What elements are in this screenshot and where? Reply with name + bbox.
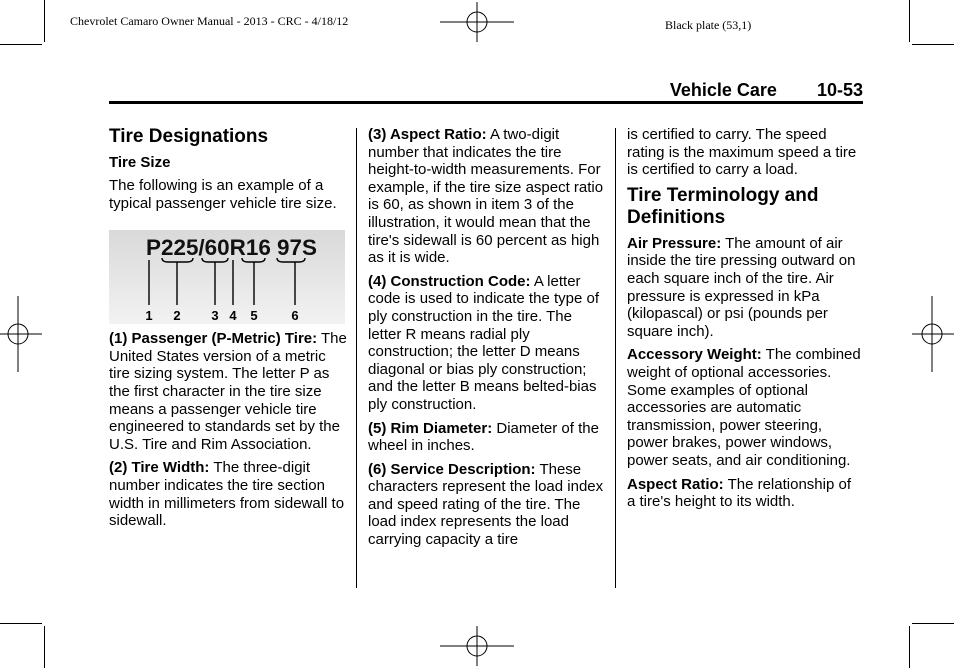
definition-term: (5) Rim Diameter: — [368, 419, 493, 437]
definition-term: Accessory Weight: — [627, 346, 762, 364]
definition-text: These characters represent the load index and speed rating of the tire. The load index represents the load carrying capacity a tire — [368, 460, 604, 549]
definition-item — [368, 420, 608, 455]
subheading: Tire Size — [109, 154, 171, 171]
definition-item — [368, 273, 608, 414]
definition-term: (3) Aspect Ratio: — [368, 126, 487, 143]
plate-info: Chevrolet Camaro Owner Manual - 2013 - CRC - 4/18/12 — [70, 14, 349, 28]
column-1 — [109, 126, 347, 536]
definition-item — [368, 461, 608, 549]
registration-mark-top — [440, 2, 514, 42]
definition-term: Aspect Ratio: — [627, 475, 724, 493]
definition-text: The amount of air inside the tire pressing outward on each square inch of the tire. Air pressure is expressed in kPa (kilopascal) or psi (pounds per square inch). — [627, 234, 856, 340]
crop-mark — [909, 0, 910, 42]
definition-term: (4) Construction Code: — [368, 272, 531, 290]
tire-size-illustration — [109, 230, 345, 324]
crop-mark — [0, 44, 42, 45]
registration-mark-right — [912, 296, 954, 372]
tire-size-diagram — [109, 230, 345, 324]
definition-item — [368, 126, 608, 267]
definition-text: A letter code is used to indicate the type of ply construction in the tire. The letter R means radial ply construction; the letter D means diagonal or bias ply construction; and the letter B means belted-bias ply construction. — [368, 272, 599, 413]
callout-3: 3 — [211, 308, 219, 324]
crop-mark — [44, 0, 45, 42]
column-2 — [368, 126, 608, 555]
crop-mark — [912, 623, 954, 624]
definition-item — [627, 476, 863, 511]
registration-mark-bottom — [440, 626, 514, 666]
definition-text: A two-digit number that indicates the tire height-to-width measurements. For example, if the tire size aspect ratio is 60, as shown in item 3 of the illustration, it would mean that the tire's sidewall is 60 percent as high as it is wide. — [368, 126, 604, 267]
section-title: Tire Designations — [109, 126, 269, 147]
plate-color: Black plate (53,1) — [665, 18, 752, 32]
column-3 — [627, 126, 863, 517]
column-divider — [356, 128, 357, 588]
definition-item — [109, 459, 347, 529]
registration-mark-left — [0, 296, 42, 372]
definition-term: (1) Passenger (P-Metric) Tire: — [109, 330, 318, 348]
tire-code: P225/60R16 97S — [146, 235, 317, 261]
definition-text: The relationship of a tire's height to its width. — [627, 475, 851, 511]
definition-term: (2) Tire Width: — [109, 459, 210, 477]
definition-term: Air Pressure: — [627, 234, 722, 252]
definition-text: The United States version of a metric tire sizing system. The letter P as the first character in the tire size means a passenger vehicle tire engineered to standards set by the U.S. Tire and Rim Association. — [109, 330, 347, 453]
section-name: Vehicle Care — [669, 80, 777, 100]
callout-4: 4 — [229, 308, 237, 324]
crop-mark — [0, 623, 42, 624]
crop-mark — [912, 44, 954, 45]
section-title: Tire Terminology and Definitions — [627, 184, 819, 228]
crop-mark — [44, 626, 45, 668]
callout-2: 2 — [173, 308, 181, 324]
header-rule — [109, 101, 863, 104]
callout-5: 5 — [250, 308, 258, 324]
column-divider — [615, 128, 616, 588]
crop-mark — [909, 626, 910, 668]
continued-paragraph: is certified to carry. The speed rating is the maximum speed a tire is certified to carry a load. — [627, 126, 857, 179]
running-head — [600, 80, 863, 101]
definition-term: (6) Service Description: — [368, 460, 536, 478]
callout-1: 1 — [145, 308, 153, 324]
definition-text: The combined weight of optional accessories. Some examples of optional accessories are automatic transmission, power steering, power brakes, power windows, power seats, and air conditioning. — [627, 346, 861, 469]
definition-item — [109, 330, 347, 453]
definition-item — [627, 235, 863, 341]
callout-6: 6 — [291, 308, 299, 324]
intro-paragraph: The following is an example of a typical passenger vehicle tire size. — [109, 177, 337, 212]
definition-item — [627, 346, 863, 469]
definition-text: Diameter of the wheel in inches. — [368, 419, 599, 455]
definition-text: The three-digit number indicates the tire section width in millimeters from sidewall to sidewall. — [109, 459, 345, 530]
page-number: 10-53 — [816, 80, 863, 100]
